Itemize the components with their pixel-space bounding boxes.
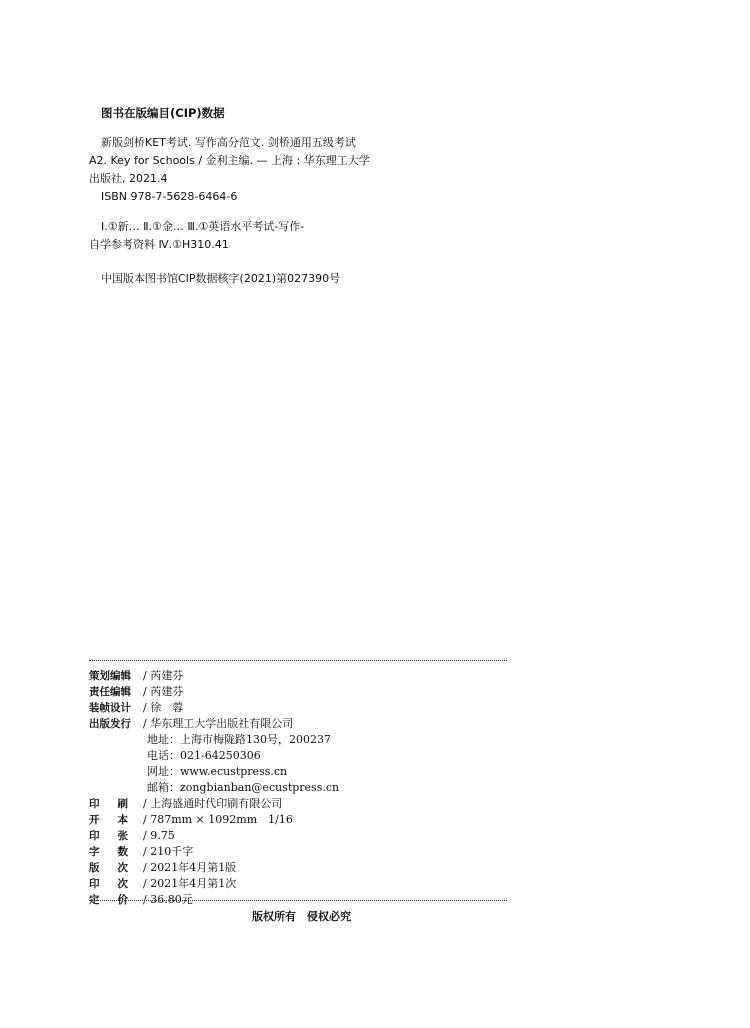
copyright-notice: 版权所有 侵权必究 <box>252 910 351 923</box>
publisher-phone: 电话：021-64250306 <box>147 749 261 762</box>
publisher-address: 地址：上海市梅陇路130号，200237 <box>147 733 331 746</box>
credit-value: / 华东理工大学出版社有限公司 <box>143 717 294 730</box>
credit-row <box>89 844 339 860</box>
credit-row <box>89 828 339 844</box>
credit-label: 策划编辑 <box>89 670 131 682</box>
cip-isbn: ISBN 978-7-5628-6464-6 <box>101 190 238 203</box>
credit-label: 印 张 <box>89 830 128 842</box>
credit-label: 印 刷 <box>89 798 128 810</box>
credit-value: / 徐 蓉 <box>143 701 184 714</box>
cip-number: 中国版本图书馆CIP数据核字(2021)第027390号 <box>101 272 341 285</box>
credit-row <box>89 876 339 892</box>
credit-value: / 2021年4月第1次 <box>143 877 237 890</box>
credit-label: 字 数 <box>89 846 128 858</box>
credit-label: 责任编辑 <box>89 686 131 698</box>
credit-label: 定 价 <box>89 894 128 906</box>
publisher-email: 邮箱：zongbianban@ecustpress.cn <box>147 781 340 794</box>
credit-label: 印 次 <box>89 878 128 890</box>
credit-label: 版 次 <box>89 862 128 874</box>
credit-row <box>89 700 339 716</box>
credit-row <box>89 860 339 876</box>
publisher-website: 网址：www.ecustpress.cn <box>147 765 288 778</box>
credit-label: 出版发行 <box>89 718 131 730</box>
cip-title-line: A2. Key for Schools / 金利主编. — 上海 : 华东理工大学 <box>89 154 370 167</box>
credit-value: / 芮建芬 <box>143 669 184 682</box>
credit-row <box>89 716 339 732</box>
credits-block <box>89 668 339 908</box>
cip-heading: 图书在版编目(CIP)数据 <box>101 106 225 120</box>
credit-value: / 9.75 <box>143 829 175 842</box>
credit-value: / 上海盛通时代印刷有限公司 <box>143 797 283 810</box>
cip-block <box>89 104 379 288</box>
credit-row <box>89 796 339 812</box>
dotted-divider-top <box>89 660 507 661</box>
credit-row <box>89 668 339 684</box>
cip-title-line: 出版社, 2021.4 <box>89 172 168 185</box>
credit-row <box>89 684 339 700</box>
credit-value: / 36.80元 <box>143 893 193 906</box>
cip-subject-line: 自学参考资料 Ⅳ.①H310.41 <box>89 238 229 251</box>
credit-label: 装帧设计 <box>89 702 131 714</box>
dotted-divider-bottom <box>89 900 507 901</box>
credit-row <box>89 812 339 828</box>
credit-label: 开 本 <box>89 814 128 826</box>
credit-value: / 787mm × 1092mm 1/16 <box>143 813 293 826</box>
credit-value: / 210千字 <box>143 845 194 858</box>
credit-value: / 芮建芬 <box>143 685 184 698</box>
cip-title-line: 新版剑桥KET考试. 写作高分范文. 剑桥通用五级考试 <box>101 136 356 149</box>
credit-value: / 2021年4月第1版 <box>143 861 237 874</box>
cip-subject-line: Ⅰ.①新… Ⅱ.①金… Ⅲ.①英语水平考试-写作- <box>101 220 305 233</box>
